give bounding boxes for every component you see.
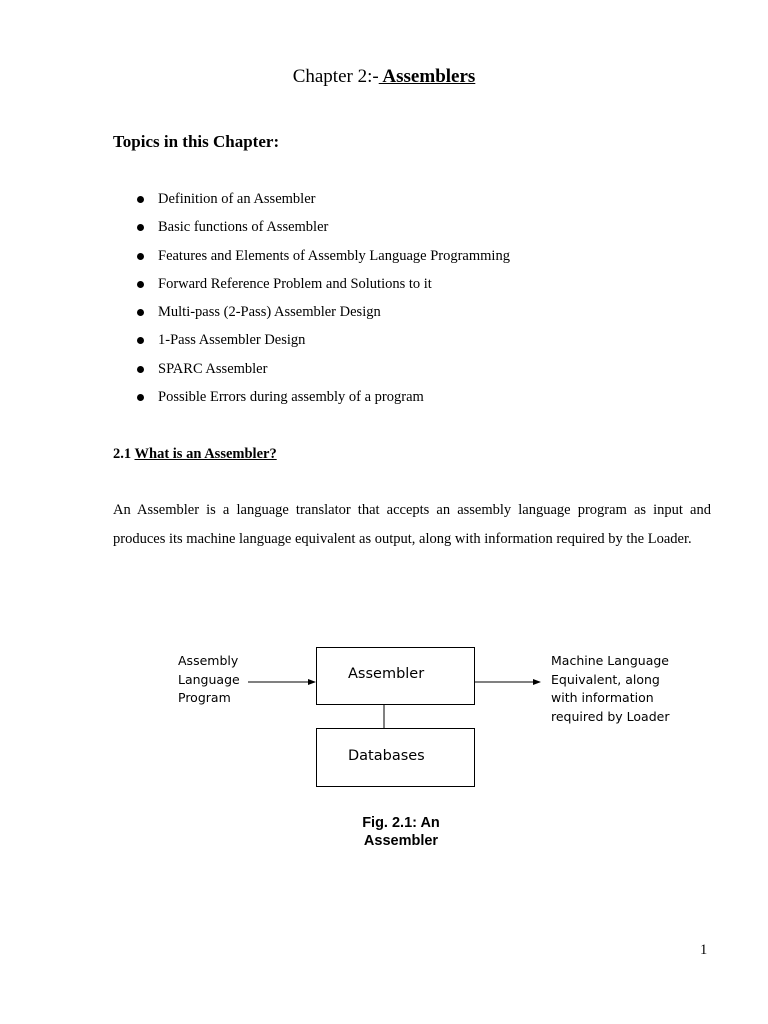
bullet-icon <box>137 224 144 231</box>
input-label-line: Assembly <box>178 653 239 668</box>
topic-item <box>113 358 510 386</box>
bullet-icon <box>137 253 144 260</box>
bullet-icon <box>137 281 144 288</box>
output-label-line: required by Loader <box>551 708 670 724</box>
assembler-box-label: Assembler <box>348 666 425 682</box>
bullet-icon <box>137 337 144 344</box>
databases-box-label: Databases <box>348 748 425 764</box>
page-number: 1 <box>700 942 708 958</box>
input-label-line: Program <box>178 690 231 705</box>
bullet-icon <box>137 309 144 316</box>
topic-item <box>113 386 510 414</box>
output-label-line: Equivalent, along <box>551 671 660 687</box>
figure-caption-line: Assembler <box>363 833 439 849</box>
topic-item <box>113 301 510 329</box>
topic-text: Definition of an Assembler <box>158 191 316 207</box>
topic-item <box>113 329 510 357</box>
topic-text: 1-Pass Assembler Design <box>158 332 306 349</box>
topics-heading: Topics in this Chapter: <box>113 132 280 151</box>
output-label-line: Machine Language <box>551 653 669 668</box>
topic-text: SPARC Assembler <box>158 360 268 377</box>
body-paragraph: An Assembler is a language translator that accepts an assembly language program as input and produces its machine language equivalent as output, along with information required by the Loader. <box>113 502 711 547</box>
topic-item <box>113 273 510 301</box>
input-label <box>178 652 248 708</box>
assembler-box <box>316 647 475 705</box>
bullet-icon <box>137 366 144 373</box>
topic-text: Possible Errors during assembly of a program <box>158 389 424 406</box>
output-label <box>551 652 691 726</box>
topics-list <box>113 188 510 414</box>
topic-text: Forward Reference Problem and Solutions to it <box>158 275 432 292</box>
topic-text: Features and Elements of Assembly Language Programming <box>158 247 510 264</box>
topic-text: Basic functions of Assembler <box>158 219 329 236</box>
topic-text: Multi-pass (2-Pass) Assembler Design <box>158 304 381 321</box>
section-heading <box>113 443 277 465</box>
topic-item <box>113 216 510 244</box>
section-number: 2.1 <box>113 446 135 462</box>
figure-caption <box>330 814 472 850</box>
topic-item <box>113 245 510 273</box>
topic-item <box>113 188 510 216</box>
chapter-title-prefix: Chapter 2:- <box>292 66 379 87</box>
databases-box <box>316 728 475 787</box>
figure-caption-line: Fig. 2.1: An <box>362 815 440 831</box>
input-label-line: Language <box>178 671 240 687</box>
chapter-title-name: Assemblers <box>378 66 476 87</box>
output-label-line: with information <box>551 690 654 705</box>
section-title: What is an Assembler? <box>134 446 277 462</box>
chapter-title <box>0 66 768 88</box>
bullet-icon <box>137 394 144 401</box>
bullet-icon <box>137 196 144 203</box>
